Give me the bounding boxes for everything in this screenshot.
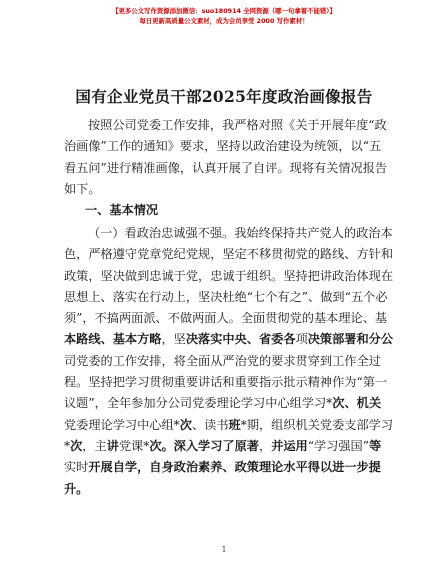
text-run: 思想上、落实在行动上，坚决杜绝“七个有之”、做到“五个必: [64, 289, 388, 304]
section1-line: [64, 223, 393, 244]
section1-line: [64, 287, 386, 308]
text-run: ，主: [82, 438, 107, 453]
text-run: 党课*: [118, 438, 150, 453]
bold-text-run: 次。深入学习了原著: [149, 438, 259, 453]
section1-line: [64, 457, 386, 478]
bold-text-run: 次: [70, 438, 83, 453]
section1-line: [64, 329, 394, 350]
text-run: 须”，不搞两面派、不做两面人。全面贯彻党的基本理论、基: [64, 311, 388, 326]
text-run: 政策，坚决做到忠诚于党，忠诚于组织。坚持把讲政治体现在: [64, 268, 394, 283]
bold-text-run: 开展自学，自身政治素养、政策理论水平得以进一步提: [88, 460, 381, 475]
section1-line: [64, 308, 386, 329]
text-run: *期，组织机关党委支部学习: [240, 417, 394, 432]
bold-text-run: 等: [368, 438, 382, 453]
intro-line: 按照公司党委工作安排，我严格对照《关于开展年度“政: [88, 118, 387, 132]
section1-line: [64, 436, 386, 457]
intro-line: 如下。: [64, 181, 101, 196]
promo-banner-line1: 【更多公文写作资源添加微信：suo180914 全网资源（哪一句拿着不能错）】: [112, 7, 336, 15]
text-run: *: [64, 438, 71, 453]
document-title: 国有企业党员干部2025年度政治画像报告: [75, 87, 373, 106]
text-run: ，: [259, 438, 272, 453]
section1-paragraph: [64, 223, 394, 500]
text-run: “学习强国”: [307, 438, 369, 453]
text-run: 程。坚持把学习贯彻重要讲话和重要指示批示精神作为“第一: [64, 375, 388, 390]
promo-banner: [0, 6, 448, 26]
page-number: 1: [221, 545, 227, 554]
bold-text-run: 决策部署和分公: [307, 332, 394, 347]
section1-line: [64, 244, 394, 265]
bold-text-run: 讲: [106, 438, 119, 453]
section1-line: [64, 266, 394, 287]
bold-text-run: 升。: [64, 481, 89, 496]
text-run: （一）看政治忠诚强不强。我始终保持共产党人的政治本: [88, 226, 393, 240]
section1-line: [64, 479, 386, 500]
text-run: 党委理论学习中心组*: [64, 417, 180, 432]
promo-banner-line2: 每日更新高质量公文素材，成为会员享受 2000 写作素材！: [139, 17, 309, 25]
bold-text-run: 班: [228, 417, 241, 432]
text-run: 项: [295, 332, 308, 347]
bold-text-run: 本路线、基本方略: [64, 332, 162, 347]
section1-line: [64, 415, 394, 436]
intro-line: 看五问”进行精准画像，认真开展了自评。现将有关情况报告: [64, 160, 388, 175]
text-run: 议题”，全年参加分公司党委理论学习中心组学习*: [64, 396, 333, 411]
text-run: 实时: [64, 460, 89, 475]
section1-line: [64, 372, 386, 393]
intro-line: 治画像”工作的通知》要求，坚持以政治建设为统领，以“五: [64, 139, 382, 154]
text-run: 色，严格遵守党章党纪党规，坚定不移贯彻党的路线、方针和: [64, 247, 394, 262]
bold-text-run: 次: [179, 417, 192, 432]
text-run: 司党委的工作安排，将全面从严治党的要求贯穿到工作全过: [64, 353, 381, 368]
intro-paragraph: [64, 115, 386, 200]
bold-text-run: 并运用: [271, 438, 308, 453]
text-run: ，坚: [161, 332, 186, 347]
section1-line: [64, 351, 386, 372]
text-run: 、读书: [191, 417, 229, 432]
bold-text-run: 次、机关: [332, 396, 382, 411]
bold-text-run: 决落实中央、省委各: [185, 332, 296, 347]
section1-line: [64, 393, 386, 414]
section-heading: 一、基本情况: [85, 203, 159, 217]
